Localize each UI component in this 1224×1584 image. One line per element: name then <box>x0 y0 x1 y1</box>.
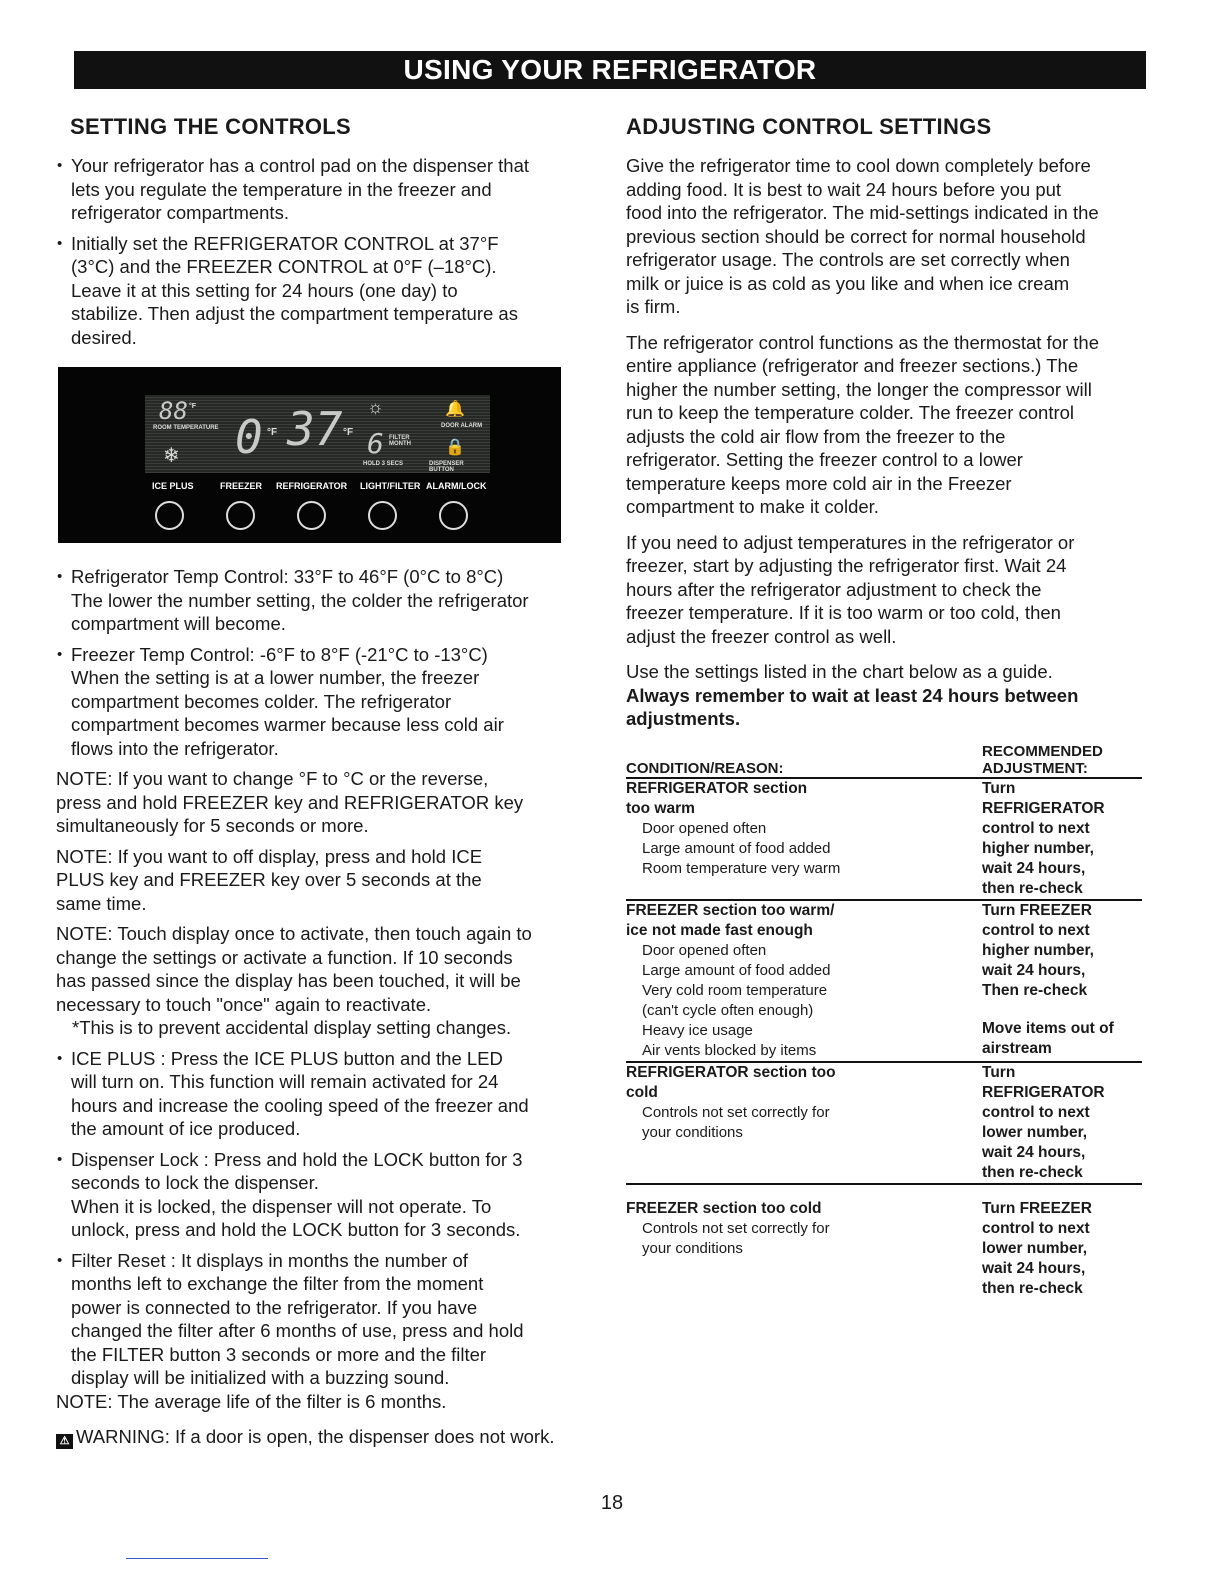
action-line: Turn <box>982 1063 1016 1081</box>
reason-line: your conditions <box>642 1239 743 1257</box>
text-line: desired. <box>71 326 137 348</box>
note-unit-change <box>56 767 576 838</box>
lock-icon: 🔒 <box>445 439 465 456</box>
text-line: the amount of ice produced. <box>71 1118 301 1139</box>
text-line: unlock, press and hold the LOCK button for 3 seconds. <box>71 1219 521 1240</box>
text-line: is firm. <box>626 296 681 317</box>
text-line: freezer, start by adjusting the refrigerator first. Wait 24 <box>626 555 1067 576</box>
hold-label: HOLD 3 SECS <box>363 461 404 467</box>
action-line: control to next <box>982 1103 1090 1121</box>
reason-line: Door opened often <box>642 941 767 959</box>
text-line: • Dispenser Lock : Press and hold the LOCK button for 3 <box>71 1148 523 1170</box>
intro-bullets <box>56 154 576 349</box>
temp-bullets <box>56 565 576 760</box>
table-row <box>626 1062 1142 1184</box>
action-line: lower number, <box>982 1239 1088 1257</box>
bold-line: adjustments. <box>626 708 741 729</box>
action-line: Turn FREEZER <box>982 901 1092 919</box>
text-line: • Initially set the REFRIGERATOR CONTROL at 37°F <box>71 232 499 254</box>
action-line: wait 24 hours, <box>982 859 1086 877</box>
note-sub-line: *This is to prevent accidental display setting changes. <box>72 1017 512 1038</box>
text-line: will turn on. This function will remain activated for 24 <box>71 1071 499 1092</box>
condition-line: FREEZER section too cold <box>626 1199 822 1217</box>
text-line: milk or juice is as cold as you like and when ice cream <box>626 272 1070 294</box>
text-line: The lower the number setting, the colder the refrigerator <box>71 589 529 611</box>
footer-rule <box>126 1558 268 1559</box>
action-line: Turn FREEZER <box>982 1199 1092 1217</box>
action-cell <box>982 1062 1142 1184</box>
dispenser-label: DISPENSER BUTTON <box>429 461 464 473</box>
action-line: control to next <box>982 921 1090 939</box>
text-line: refrigerator usage. The controls are set correctly when <box>626 249 1070 270</box>
reason-line: Very cold room temperature <box>642 981 828 999</box>
condition-cell <box>626 1062 982 1184</box>
control-display <box>145 395 490 473</box>
text-line: adjust the freezer control as well. <box>626 625 897 647</box>
text-line: Use the settings listed in the chart below as a guide. <box>626 661 1053 682</box>
unit-label: °F <box>189 403 197 410</box>
action-line: higher number, <box>982 941 1094 959</box>
text-line: hours after the refrigerator adjustment to check the <box>626 578 1042 600</box>
warning-text: WARNING: If a door is open, the dispenser does not work. <box>76 1426 555 1447</box>
freezer-temp-readout: 0 <box>235 410 263 464</box>
action-line: airstream <box>982 1039 1052 1057</box>
paragraph-thermostat <box>626 331 1146 519</box>
text-line: • Refrigerator Temp Control: 33°F to 46°F (0°C to 8°C) <box>71 566 504 587</box>
freezer-button <box>226 501 255 530</box>
bullet-freezer-temp <box>56 643 576 761</box>
action-line: control to next <box>982 1219 1090 1237</box>
condition-cell <box>626 1184 982 1299</box>
text-line: display will be initialized with a buzzing sound. <box>71 1367 450 1388</box>
text-line: the FILTER button 3 seconds or more and the filter <box>71 1343 487 1365</box>
reason-line: (can't cycle often enough) <box>642 1001 814 1019</box>
action-cell <box>982 778 1142 900</box>
action-line: higher number, <box>982 839 1094 857</box>
action-line: Then re-check <box>982 981 1088 999</box>
text-line: compartment becomes warmer because less cold air <box>71 714 504 735</box>
warning-icon: ⚠ <box>56 1434 73 1449</box>
bullet-initial-setting <box>56 232 576 350</box>
text-line: • Filter Reset : It displays in months the number of <box>71 1249 468 1271</box>
text-line: food into the refrigerator. The mid-settings indicated in the <box>626 202 1099 223</box>
bold-line: Always remember to wait at least 24 hours between <box>626 684 1079 706</box>
text-line: compartment will become. <box>71 613 286 634</box>
action-line: then re-check <box>982 879 1083 897</box>
setting-controls-heading: SETTING THE CONTROLS <box>70 114 351 139</box>
text-line: lets you regulate the temperature in the freezer and <box>71 178 492 200</box>
text-line: NOTE: Touch display once to activate, then touch again to <box>56 923 532 944</box>
text-line: refrigerator. Setting the freezer control to a lower <box>626 449 1023 470</box>
text-line: has passed since the display has been touched, it will be <box>56 970 521 991</box>
ice-plus-label: ICE PLUS <box>152 481 194 491</box>
bullet-filter-reset <box>56 1249 576 1390</box>
text-line: previous section should be correct for normal household <box>626 225 1086 247</box>
header-adjustment <box>982 743 1142 778</box>
text-line: adjusts the cold air flow from the freezer to the <box>626 425 1006 447</box>
bullet-dispenser-lock <box>56 1148 576 1242</box>
spacer <box>982 1001 1142 1019</box>
text-line: stabilize. Then adjust the compartment temperature as <box>71 303 518 324</box>
action-line: wait 24 hours, <box>982 961 1086 979</box>
action-cell <box>982 900 1142 1062</box>
reason-line: Controls not set correctly for <box>642 1103 830 1121</box>
feature-bullets <box>56 1047 576 1390</box>
condition-cell <box>626 778 982 900</box>
alarm-lock-button <box>439 501 468 530</box>
text-line: The refrigerator control functions as the thermostat for the <box>626 331 1100 353</box>
paragraph-adjust-first <box>626 531 1146 649</box>
text-line: power is connected to the refrigerator. If you have <box>71 1296 478 1318</box>
text-line: necessary to touch "once" again to reactivate. <box>56 993 432 1015</box>
page-number: 18 <box>600 1492 624 1514</box>
text-line: press and hold FREEZER key and REFRIGERATOR key <box>56 791 524 813</box>
text-line: flows into the refrigerator. <box>71 737 279 759</box>
alarm-lock-label: ALARM/LOCK <box>426 481 487 491</box>
room-temp-label: ROOM TEMPERATURE <box>153 425 219 431</box>
text-line: If you need to adjust temperatures in the refrigerator or <box>626 531 1075 553</box>
reason-line: Controls not set correctly for <box>642 1219 830 1237</box>
control-panel-image <box>58 367 561 543</box>
note-touch-display <box>56 922 576 1040</box>
text-line: Leave it at this setting for 24 hours (one day) to <box>71 279 458 301</box>
door-alarm-label: DOOR ALARM <box>441 423 483 429</box>
text-line: freezer temperature. If it is too warm or too cold, then <box>626 602 1061 623</box>
action-cell <box>982 1184 1142 1299</box>
text-line: When the setting is at a lower number, the freezer <box>71 667 480 688</box>
text-line: changed the filter after 6 months of use, press and hold <box>71 1320 524 1341</box>
text-line: change the settings or activate a function. If 10 seconds <box>56 946 513 968</box>
door-alarm-icon: 🔔 <box>445 401 465 418</box>
action-line: REFRIGERATOR <box>982 1083 1105 1101</box>
reason-line: Air vents blocked by items <box>642 1041 817 1059</box>
light-icon: ☼ <box>367 397 384 417</box>
text-line: NOTE: If you want to change °F to °C or the reverse, <box>56 768 489 789</box>
text-line: higher the number setting, the longer the compressor will <box>626 378 1092 400</box>
table-row <box>626 778 1142 900</box>
paragraph-cool-down <box>626 154 1146 319</box>
text-line: Give the refrigerator time to cool down completely before <box>626 155 1091 176</box>
condition-line: cold <box>626 1083 658 1101</box>
condition-line: FREEZER section too warm/ <box>626 901 835 919</box>
header-condition: CONDITION/REASON: <box>626 743 982 778</box>
action-line: control to next <box>982 819 1090 837</box>
ice-plus-button <box>155 501 184 530</box>
warning-line <box>56 1425 576 1449</box>
fridge-unit: °F <box>343 427 354 438</box>
text-line: When it is locked, the dispenser will not operate. To <box>71 1195 492 1217</box>
action-line: then re-check <box>982 1163 1083 1181</box>
filter-month-label: FILTER MONTH <box>389 435 411 447</box>
filter-month-readout: 6 <box>367 427 384 460</box>
left-column <box>56 114 576 1449</box>
text-line: compartment becomes colder. The refrigerator <box>71 690 452 712</box>
text-line: hours and increase the cooling speed of the freezer and <box>71 1094 529 1116</box>
reason-line: Large amount of food added <box>642 839 831 857</box>
reason-line: Heavy ice usage <box>642 1021 753 1039</box>
text-line: months left to exchange the filter from the moment <box>71 1273 484 1294</box>
text-line: PLUS key and FREEZER key over 5 seconds at the <box>56 869 482 890</box>
action-line: REFRIGERATOR <box>982 799 1105 817</box>
condition-line: REFRIGERATOR section <box>626 779 808 797</box>
bullet-ice-plus <box>56 1047 576 1141</box>
condition-cell <box>626 900 982 1062</box>
text-line: ADJUSTMENT: <box>982 759 1088 777</box>
freezer-unit: °F <box>267 427 278 438</box>
text-line: same time. <box>56 892 147 914</box>
reason-line: Door opened often <box>642 819 767 837</box>
page-banner: USING YOUR REFRIGERATOR <box>74 51 1146 89</box>
adjustment-table <box>626 743 1142 1299</box>
action-line: lower number, <box>982 1123 1088 1141</box>
room-temp-readout: 88 <box>159 397 188 425</box>
text-line: seconds to lock the dispenser. <box>71 1172 319 1193</box>
filter-life-note: NOTE: The average life of the filter is 6 months. <box>56 1390 447 1412</box>
light-filter-button <box>368 501 397 530</box>
text-line: RECOMMENDED <box>982 742 1103 760</box>
bullet-control-pad <box>56 154 576 225</box>
text-line: • Freezer Temp Control: -6°F to 8°F (-21°C to -13°C) <box>71 643 488 665</box>
paragraph-guide <box>626 660 1146 731</box>
light-filter-label: LIGHT/FILTER <box>360 481 421 491</box>
table-row <box>626 1184 1142 1299</box>
text-line: refrigerator compartments. <box>71 202 289 223</box>
condition-line: too warm <box>626 799 695 817</box>
reason-line: Room temperature very warm <box>642 859 841 877</box>
text-line: simultaneously for 5 seconds or more. <box>56 815 369 836</box>
note-display-off <box>56 845 576 916</box>
text-line: run to keep the temperature colder. The freezer control <box>626 402 1075 423</box>
freezer-label: FREEZER <box>220 481 263 491</box>
table-row <box>626 900 1142 1062</box>
bullet-fridge-temp <box>56 565 576 636</box>
action-line: then re-check <box>982 1279 1083 1297</box>
right-column <box>626 114 1146 1299</box>
condition-line: ice not made fast enough <box>626 921 813 939</box>
refrigerator-label: REFRIGERATOR <box>276 481 348 491</box>
text-line: entire appliance (refrigerator and freezer sections.) The <box>626 355 1079 376</box>
text-line: • ICE PLUS : Press the ICE PLUS button and the LED <box>71 1047 503 1069</box>
text-line: compartment to make it colder. <box>626 496 879 517</box>
adjusting-heading: ADJUSTING CONTROL SETTINGS <box>626 114 992 139</box>
text-line: • Your refrigerator has a control pad on the dispenser that <box>71 155 529 176</box>
condition-line: REFRIGERATOR section too <box>626 1063 836 1081</box>
fridge-temp-readout: 37 <box>287 402 343 456</box>
text-line: adding food. It is best to wait 24 hours before you put <box>626 178 1062 200</box>
ice-plus-icon: ❄ <box>163 445 180 467</box>
action-line: Turn <box>982 779 1016 797</box>
action-line: wait 24 hours, <box>982 1143 1086 1161</box>
text-line: (3°C) and the FREEZER CONTROL at 0°F (–18°C). <box>71 256 497 277</box>
refrigerator-button <box>297 501 326 530</box>
text-line: NOTE: If you want to off display, press and hold ICE <box>56 845 483 867</box>
table-header-row <box>626 743 1142 778</box>
text-line: temperature keeps more cold air in the Freezer <box>626 472 1012 494</box>
action-line: wait 24 hours, <box>982 1259 1086 1277</box>
action-line: Move items out of <box>982 1019 1114 1037</box>
reason-line: Large amount of food added <box>642 961 831 979</box>
reason-line: your conditions <box>642 1123 743 1141</box>
